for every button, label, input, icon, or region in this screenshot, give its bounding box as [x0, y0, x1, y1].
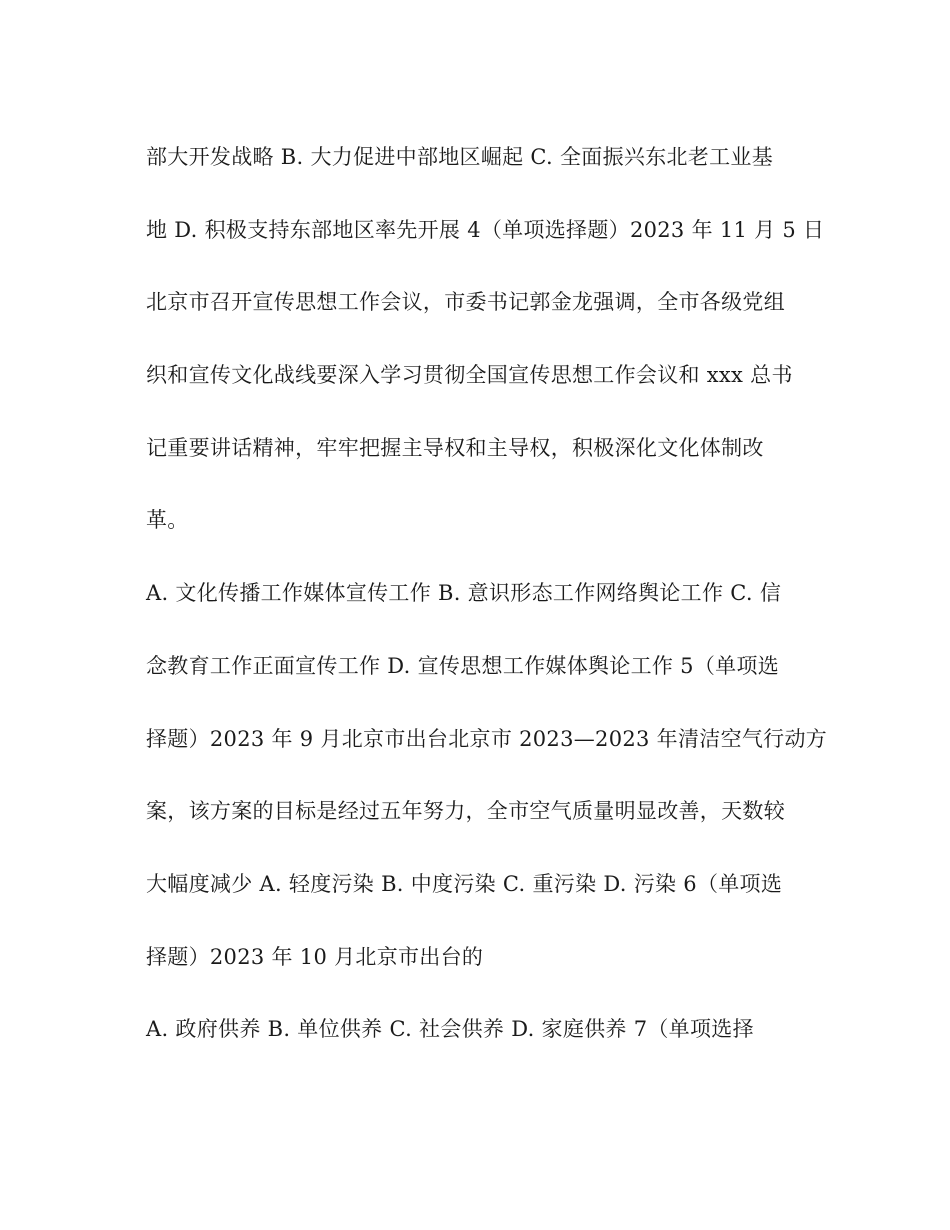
text-line: A. 政府供养 B. 单位供养 C. 社会供养 D. 家庭供养 7（单项选择 [146, 1017, 754, 1042]
text-line: 择题）2023 年 10 月北京市出台的 [146, 944, 484, 969]
text-line: 择题）2023 年 9 月北京市出台北京市 2023—2023 年清洁空气行动方 [146, 726, 828, 751]
text-line: 北京市召开宣传思想工作会议，市委书记郭金龙强调，全市各级党组 [146, 290, 785, 315]
document-body [146, 133, 828, 1078]
text-line: 革。 [146, 508, 189, 533]
text-line: 地 D. 积极支持东部地区率先开展 4（单项选择题）2023 年 11 月 5 日 [146, 217, 825, 242]
text-line: A. 文化传播工作媒体宣传工作 B. 意识形态工作网络舆论工作 C. 信 [146, 581, 782, 606]
text-line: 念教育工作正面宣传工作 D. 宣传思想工作媒体舆论工作 5（单项选 [146, 653, 780, 678]
text-line: 部大开发战略 B. 大力促进中部地区崛起 C. 全面振兴东北老工业基 [146, 145, 774, 169]
text-line: 织和宣传文化战线要深入学习贯彻全国宣传思想工作会议和 xxx 总书 [146, 363, 793, 388]
text-line: 案，该方案的目标是经过五年努力，全市空气质量明显改善，天数较 [146, 799, 785, 824]
text-line: 大幅度减少 A. 轻度污染 B. 中度污染 C. 重污染 D. 污染 6（单项选 [146, 871, 783, 896]
text-line: 记重要讲话精神，牢牢把握主导权和主导权，积极深化文化体制改 [146, 435, 764, 460]
